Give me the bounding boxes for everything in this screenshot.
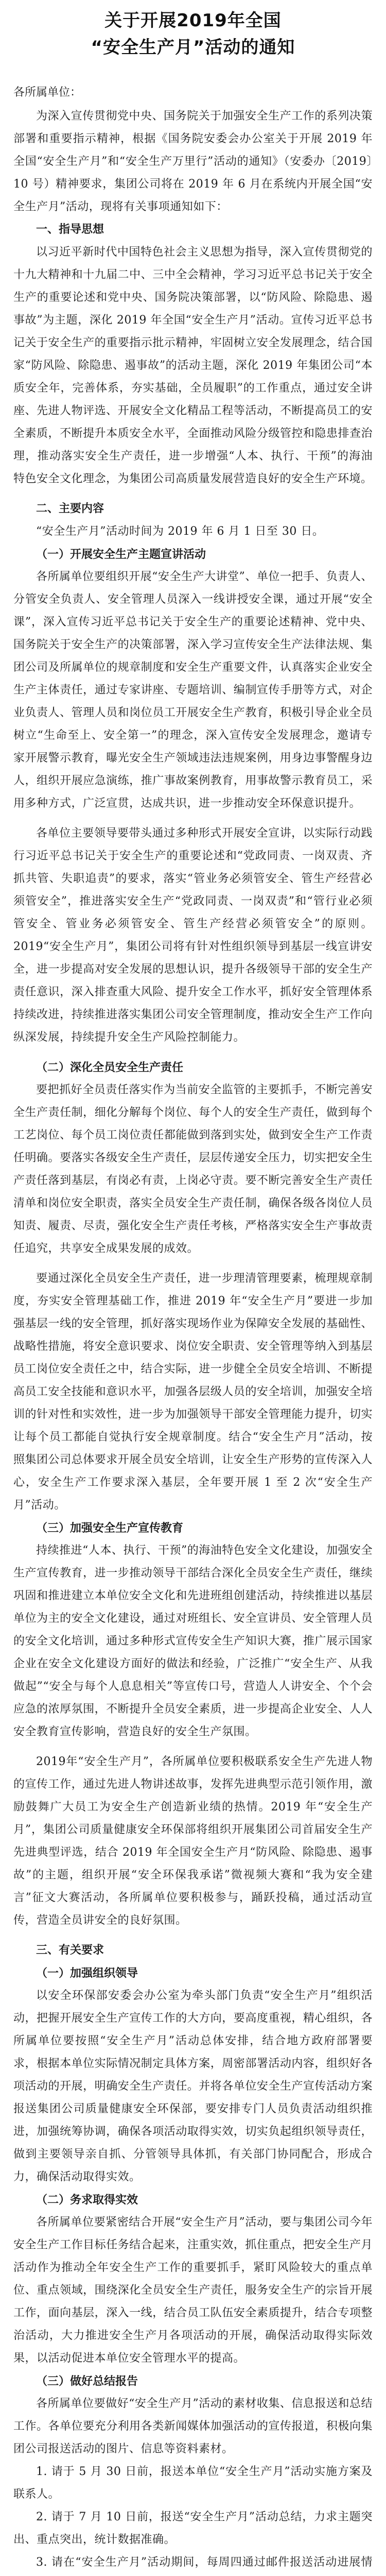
section-paragraph: 以习近平新时代中国特色社会主义思想为指导，深入宣传贯彻党的十九大精神和十九届二中、三中全会精神，学习习近平总书记关于安全生产的重要论述和党中央、国务院决策部署，以“防风险、除隐患、遏事故”为主题，深化 2019 年全国“安全生产月”活动。宣传习近平总书记关于安全生产的重要指示批示精神，牢固树立安全发展理念，结合国家“防风险、除隐患、遏事故”的活动主题，深化 2019 年集团公司“本质安全年，完善体系，夯实基础，全员履职”的工作重点，通过安全讲座、先进人物评选、开展安全文化精品工程等活动，不断提高员工的安全素质，不断提升本质安全水平，全面推动风险分级管控和隐患排查治理，推动落实安全生产责任，进一步增强“人本、执行、干预”的海油特色安全文化理念，为集团公司高质量发展营造良好的安全生产环境。 xyxy=(13,246,373,485)
subsection-paragraph: 各单位主要领导要带头通过多种形式开展安全宣讲，以实际行动践行习近平总书记关于安全生产的重要论述和“党政同责、一岗双责、齐抓共管、失职追责”的要求，落实“管业务必须管安全、管生产经营必须管安全”，推进落实安全生产“党政同责、一岗双责”和“管行业必须管安全、管业务必须管安全、管生产经营必须管安全”的原则。2019“安全生产月”，集团公司将有针对性组织领导到基层一线宣讲安全，进一步提高对安全发展的思想认识，提升各级领导干部的安全生产责任意识，深入排查重大风险、提升安全工作水平，抓好安全管理体系持续改进，持续推进落实集团公司安全管理制度，推动安全生产工作向纵深发展，持续提升安全生产风险控制能力。 xyxy=(13,827,373,1044)
subsection-paragraph: 各所属单位要组织开展“安全生产大讲堂”、单位一把手、负责人、分管安全负责人、安全管理人员深入一线讲授安全课，通过开展“安全课”，深入宣传习近平总书记关于安全生产的重要论述精神、党中央、国务院关于安全生产的决策部署，深入学习宣传安全生产法律法规、集团公司及所属单位的规章制度和安全生产重要文件，认真落实企业安全生产主体责任，通过专家讲座、专题培训、编制宣传手册等方式，对企业负责人、管理人员和岗位员工开展安全生产教育，积极引导企业全员树立“生命至上、安全第一”的理念，深入宣传安全发展理念，邀请专家开展警示教育，曝光安全生产领域违法违规案例，用身边事警醒身边人，组织开展应急演练，推广事故案例教育，用事故警示教育员工，采用多种方式，广泛宣贯，达成共识，进一步推动安全环保意识提升。 xyxy=(13,570,373,810)
section-guiding-ideology xyxy=(13,218,373,490)
subsection-paragraph: 2019年“安全生产月”，各所属单位要积极联系安全生产先进人物的宣传工作，通过先进人物讲述故事，发挥先进典型示范引领作用，激励鼓舞广大员工为安全生产创造新业绩的热情。2019 年“安全生产月”，集团公司质量健康安全环保部将组织开展集团公司首届安全生产先进典型评选，结合 2019 年全国安全生产月“防风险、除隐患、遏事故”的主题，组织开展“安全环保我承诺”微视频大赛和“我为安全建言”征文大赛活动，各所属单位要积极参与，踊跃投稿，通过活动宣传，营造全员讲安全的良好氛围。 xyxy=(13,1755,373,1927)
title-line-2: “安全生产月”活动的通知 xyxy=(91,37,295,58)
subsection-heading: （二）务求取得实效 xyxy=(36,2193,138,2207)
subsection-heading: （一）开展安全生产主题宣讲活动 xyxy=(36,548,206,561)
section-requirements xyxy=(13,1939,373,2576)
document-title xyxy=(13,7,373,61)
list-item: 3. 请在“安全生产月”活动期间，每周四通过邮件报送活动进展情 xyxy=(36,2556,373,2569)
subsection-paragraph: 以安全环保部安委会办公室为牵头部门负责“安全生产月”组织活动，把握开展安全生产宣传工作的大方向，要高度重视，精心组织，各所属单位要按照“安全生产月”活动总体安排，结合地方政府部署要求，根据本单位实际情况制定具体方案，周密部署活动内容，组织好各项活动的开展，明确安全生产责任。并将各单位安全生产宣传活动方案报送集团公司质量健康安全环保部，要安排专门人员负责活动组织推进，加强统筹协调，确保各项活动取得实效，切实负起组织领导责任，做到主要领导亲自抓、分管领导具体抓，有关部门协同配合，形成合力，确保活动取得实效。 xyxy=(13,1989,373,2183)
salutation: 各所属单位： xyxy=(13,86,82,99)
list-item: 1. 请于 5 月 30 日前，报送本单位“安全生产月”活动实施方案及联系人。 xyxy=(13,2465,373,2501)
subsection-paragraph: 持续推进“人本、执行、干预”的海油特色安全文化建设，加强安全生产宣传教育，进一步推动领导干部结合深化全员安全生产责任，继续巩固和推进建立本单位安全文化和先进班组创建活动，持续推进以基层单位为主的安全文化建设，通过对班组长、安全宣讲员、安全管理人员的安全文化培训，通过多种形式宣传安全生产知识大赛，推广展示国家企业在安全文化建设方面好的做法和经验，广泛推广“安全生产、从我做起”“安全与每个人息息相关”等宣传口号，营造人人讲安全、个个会应急的浓厚氛围，不断提升全员安全素质，进一步提高企业安全、人人安全教育宣传影响，营造良好的安全生产氛围。 xyxy=(13,1544,373,1738)
section-heading: 一、指导思想 xyxy=(36,223,104,236)
subsection-paragraph: 要把抓好全员责任落实作为当前安全监管的主要抓手，不断完善安全生产责任制，细化分解每个岗位、每个人的安全生产责任，做到每个工艺岗位、每个员工岗位责任都能做到落到实处，做到安全生产工作责任明确。要落实各级安全生产责任，层层传递安全压力，切实把安全生产责任落到基层，有岗必有责，上岗必守责。要不断完善安全生产责任清单和岗位安全职责，落实全员安全生产责任制，确保各级各岗位人员知责、履责、尽责，强化安全生产责任考核，严格落实安全生产事故责任追究，共享安全成果发展的成效。 xyxy=(13,1083,373,1255)
subsection-heading: （三）加强安全生产宣传教育 xyxy=(36,1521,184,1535)
list-item: 2. 请于 7 月 10 日前，报送“安全生产月”活动总结，力求主题突出、重点突出，统计数据准确。 xyxy=(13,2511,373,2546)
subsection-heading: （二）深化全员安全生产责任 xyxy=(36,1061,184,1074)
subsection-paragraph: 要通过深化全员安全生产责任，进一步理清管理要素，梳理规章制度，夯实安全管理基础工作，推进 2019 年“安全生产月”要进一步加强基层一线的安全管理，抓好落实现场作业为保障安全发展的基础性、战略性措施，将安全意识要求、岗位安全职责、安全管理等纳入到基层员工岗位安全责任之中，结合实际，进一步健全全员安全培训、不断提高员工安全技能和意识水平，加强各层级人员的安全培训，加强安全培训的针对性和实效性，进一步为加强领导干部安全管理能力提升，切实让每个员工都能自觉执行安全规章制度。结合“安全生产月”活动，按照集团公司总体要求开展全员安全培训，让安全生产形势的宣传深入人心，安全生产工作要求深入基层，全年要开展 1 至 2 次“安全生产月”活动。 xyxy=(13,1272,373,1512)
subsection-heading: （三）做好总结报告 xyxy=(36,2375,138,2388)
subsection-paragraph: 各所属单位要做好“安全生产月”活动的素材收集、信息报送和总结工作。各单位要充分利用各类新闻媒体加强活动的宣传报道，积极向集团公司报送活动的图片、信息等资料素材。 xyxy=(13,2397,373,2455)
section-main-content xyxy=(13,498,373,1932)
intro xyxy=(13,105,373,218)
section-heading: 二、主要内容 xyxy=(36,502,104,515)
section-paragraph: “安全生产月”活动时间为 2019 年 6 月 1 日至 30 日。 xyxy=(36,525,324,538)
subsection-heading: （一）加强组织领导 xyxy=(36,1967,138,1980)
title-line-1: 关于开展2019年全国 xyxy=(104,10,282,31)
section-heading: 三、有关要求 xyxy=(36,1944,104,1957)
subsection-paragraph: 各所属单位要紧密结合开展“安全生产月”活动，要与集团公司今年安全生产工作目标任务结合起来，注重实效，抓住重点，把安全生产月活动作为推动全年安全生产工作的重要抓手，紧盯风险较大的重点单位、重点领域，围绕深化全员安全生产责任，服务安全生产的宗旨开展工作，面向基层，深入一线，结合员工队伍安全素质提升，结合专项整治活动，大力推进安全生产月各项活动的开展，确保活动取得实际效果，以活动促进本单位安全管理水平的提高。 xyxy=(13,2216,373,2365)
intro-paragraph: 为深入宣传贯彻党中央、国务院关于加强安全生产工作的系列决策部署和重要指示精神，根据《国务院安委会办公室关于开展 2019 年全国“安全生产月”和“安全生产万里行”活动的通知》（安委办〔2019〕10 号）精神要求，集团公司将在 2019 年 6 月在系统内开展全国“安全生产月”活动，现将有关事项通知如下： xyxy=(13,110,373,213)
